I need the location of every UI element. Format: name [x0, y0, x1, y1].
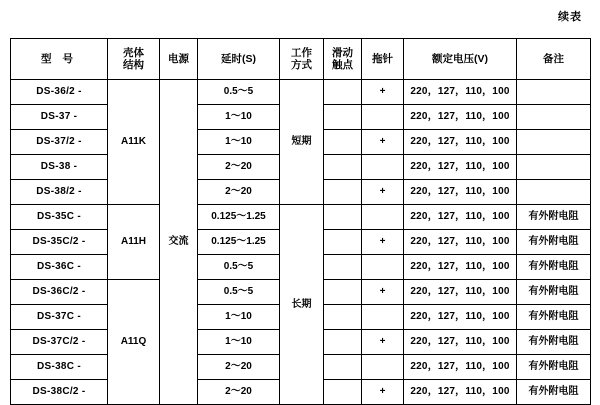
- cell-remark: [517, 155, 591, 180]
- specification-table: [10, 38, 591, 405]
- cell-rated-voltage: 220，127，110，100: [404, 230, 517, 255]
- cell-model: DS-36/2 -: [11, 80, 108, 105]
- cell-delay: 2～20: [198, 355, 280, 380]
- cell-remark: 有外附电阻: [517, 255, 591, 280]
- cell-model: DS-36C/2 -: [11, 280, 108, 305]
- header-rated-voltage: 额定电压(V): [404, 39, 517, 80]
- cell-delay: 0.5～5: [198, 80, 280, 105]
- header-model-label: 型 号: [41, 52, 77, 65]
- cell-shell-structure: A11H: [108, 205, 160, 280]
- cell-delay: 2～20: [198, 155, 280, 180]
- cell-drag-pointer: +: [362, 80, 404, 105]
- cell-rated-voltage: 220，127，110，100: [404, 255, 517, 280]
- cell-sliding-contact: [324, 230, 362, 255]
- cell-shell-structure: A11Q: [108, 280, 160, 405]
- cell-model: DS-37 -: [11, 105, 108, 130]
- cell-rated-voltage: 220，127，110，100: [404, 280, 517, 305]
- cell-delay: 1～10: [198, 130, 280, 155]
- cell-sliding-contact: [324, 105, 362, 130]
- cell-drag-pointer: +: [362, 380, 404, 405]
- cell-working-mode: 长期: [280, 205, 324, 405]
- cell-model: DS-37/2 -: [11, 130, 108, 155]
- cell-delay: 1～10: [198, 330, 280, 355]
- cell-sliding-contact: [324, 330, 362, 355]
- cell-rated-voltage: 220，127，110，100: [404, 355, 517, 380]
- cell-remark: [517, 130, 591, 155]
- header-remark: 备注: [517, 39, 591, 80]
- cell-remark: 有外附电阻: [517, 205, 591, 230]
- cell-delay: 0.125～1.25: [198, 230, 280, 255]
- cell-model: DS-38/2 -: [11, 180, 108, 205]
- table-header-row: [11, 39, 591, 80]
- header-shell-line1: 壳体: [123, 46, 144, 59]
- header-delay: 延时(S): [198, 39, 280, 80]
- header-shell-line2: 结构: [123, 59, 144, 71]
- cell-sliding-contact: [324, 205, 362, 230]
- cell-remark: [517, 105, 591, 130]
- cell-delay: 0.5～5: [198, 280, 280, 305]
- table-body: [11, 80, 591, 405]
- cell-remark: 有外附电阻: [517, 380, 591, 405]
- cell-drag-pointer: [362, 155, 404, 180]
- cell-model: DS-38C -: [11, 355, 108, 380]
- cell-delay: 0.5～5: [198, 255, 280, 280]
- cell-delay: 2～20: [198, 180, 280, 205]
- cell-rated-voltage: 220，127，110，100: [404, 380, 517, 405]
- cell-sliding-contact: [324, 155, 362, 180]
- cell-model: DS-37C -: [11, 305, 108, 330]
- cell-remark: 有外附电阻: [517, 305, 591, 330]
- header-sliding-contact: [324, 39, 362, 80]
- cell-rated-voltage: 220，127，110，100: [404, 105, 517, 130]
- header-mode-line2: 方式: [291, 59, 312, 71]
- cell-rated-voltage: 220，127，110，100: [404, 155, 517, 180]
- cell-model: DS-37C/2 -: [11, 330, 108, 355]
- cell-sliding-contact: [324, 305, 362, 330]
- cell-sliding-contact: [324, 130, 362, 155]
- cell-rated-voltage: 220，127，110，100: [404, 305, 517, 330]
- header-power: 电源: [160, 39, 198, 80]
- cell-rated-voltage: 220，127，110，100: [404, 180, 517, 205]
- cell-sliding-contact: [324, 80, 362, 105]
- cell-drag-pointer: +: [362, 180, 404, 205]
- cell-drag-pointer: [362, 105, 404, 130]
- cell-delay: 2～20: [198, 380, 280, 405]
- spec-table-wrapper: [10, 38, 590, 405]
- cell-sliding-contact: [324, 255, 362, 280]
- cell-shell-structure: A11K: [108, 80, 160, 205]
- cell-drag-pointer: +: [362, 230, 404, 255]
- cell-drag-pointer: [362, 305, 404, 330]
- header-slide-line2: 触点: [332, 59, 353, 71]
- cell-sliding-contact: [324, 280, 362, 305]
- header-slide-line1: 滑动: [332, 46, 353, 59]
- cell-drag-pointer: +: [362, 330, 404, 355]
- cell-rated-voltage: 220，127，110，100: [404, 205, 517, 230]
- cell-power: 交流: [160, 80, 198, 405]
- cell-remark: 有外附电阻: [517, 280, 591, 305]
- cell-delay: 1～10: [198, 305, 280, 330]
- cell-rated-voltage: 220，127，110，100: [404, 330, 517, 355]
- header-working-mode: [280, 39, 324, 80]
- cell-rated-voltage: 220，127，110，100: [404, 130, 517, 155]
- cell-drag-pointer: +: [362, 280, 404, 305]
- cell-rated-voltage: 220，127，110，100: [404, 80, 517, 105]
- cell-working-mode: 短期: [280, 80, 324, 205]
- cell-model: DS-36C -: [11, 255, 108, 280]
- cell-remark: 有外附电阻: [517, 330, 591, 355]
- cell-sliding-contact: [324, 355, 362, 380]
- cell-drag-pointer: [362, 205, 404, 230]
- header-shell-structure: [108, 39, 160, 80]
- cell-remark: [517, 80, 591, 105]
- header-drag-pointer: 拖针: [362, 39, 404, 80]
- header-mode-line1: 工作: [291, 46, 312, 59]
- header-model: [11, 39, 108, 80]
- table-row: [11, 205, 591, 230]
- cell-remark: 有外附电阻: [517, 355, 591, 380]
- cell-model: DS-35C -: [11, 205, 108, 230]
- cell-model: DS-35C/2 -: [11, 230, 108, 255]
- cell-remark: 有外附电阻: [517, 230, 591, 255]
- cell-delay: 0.125～1.25: [198, 205, 280, 230]
- continued-table-label: 续表: [558, 11, 582, 23]
- cell-model: DS-38 -: [11, 155, 108, 180]
- cell-drag-pointer: [362, 255, 404, 280]
- cell-delay: 1～10: [198, 105, 280, 130]
- table-row: [11, 80, 591, 105]
- cell-drag-pointer: [362, 355, 404, 380]
- cell-sliding-contact: [324, 380, 362, 405]
- cell-remark: [517, 180, 591, 205]
- cell-drag-pointer: +: [362, 130, 404, 155]
- cell-model: DS-38C/2 -: [11, 380, 108, 405]
- cell-sliding-contact: [324, 180, 362, 205]
